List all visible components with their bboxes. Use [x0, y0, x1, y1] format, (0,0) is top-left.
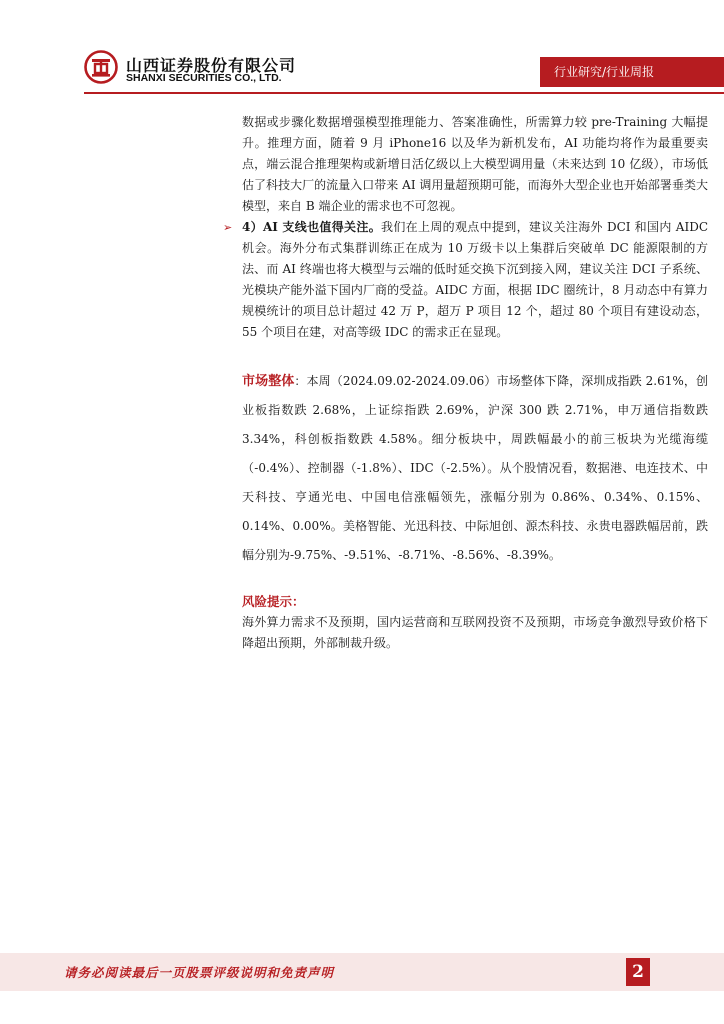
page-header	[0, 0, 724, 110]
footer-disclaimer: 请务必阅读最后一页股票评级说明和免责声明	[64, 965, 335, 980]
company-name-cn: 山西证券股份有限公司	[126, 56, 297, 75]
arrow-bullet-icon: ➢	[223, 221, 233, 234]
bullet-ai-branch-text: 我们在上周的观点中提到，建议关注海外 DCI 和国内 AIDC 机会。海外分布式集群训练正在成为 10 万级卡以上集群后突破单 DC 能源限制的方法、而 AI 终端也将大模型与云端的低时延交换下沉到接入网，建议关注 DCI 子系统、光模块产能外溢下国内厂商的受益。AIDC 方面，根据 IDC 圈统计，8 月动态中有算力规模统计的项目总计超过 42 万 P，超万 P 项目 12 个，超过 80 个项目有建设动态，55 个项目在建，对高等级 IDC 的需求正在显现。	[242, 220, 709, 339]
risk-warning-text: 海外算力需求不及预期，国内运营商和互联网投资不及预期，市场竞争激烈导致价格下降超出预期，外部制裁升级。	[242, 615, 708, 650]
bullet-ai-branch	[223, 217, 709, 343]
header-divider	[84, 92, 724, 94]
market-overview-heading: 市场整体	[242, 374, 295, 389]
bullet-ai-branch-title: 4）AI 支线也值得关注。	[242, 220, 382, 234]
page-footer	[0, 953, 724, 991]
company-logo-icon	[84, 50, 118, 84]
paragraph-compute-demand: 数据或步骤化数据增强模型推理能力、答案准确性，所需算力较 pre-Training 大幅提升。推理方面，随着 9 月 iPhone16 以及华为新机发布，AI 功能均将作为最重要卖点，端云混合推理架构或新增日活亿级以上大模型调用量（未来达到 10 亿级），市场低估了科技大厂的流量入口带来 AI 调用量超预期可能，而海外大型企业也开始部署垂类大模型，来自 B 端企业的需求也不可忽视。	[242, 115, 708, 213]
risk-warning-title: 风险提示：	[242, 594, 305, 609]
main-content	[223, 112, 709, 654]
page-number: 2	[626, 958, 650, 986]
report-type-label: 行业研究/行业周报	[540, 57, 724, 87]
market-overview-text: ：本周（2024.09.02-2024.09.06）市场整体下降，深圳成指跌 2.61%，创业板指数跌 2.68%，上证综指跌 2.69%，沪深 300 跌 2.71%，申万通信指数跌 3.34%，科创板指数跌 4.58%。细分板块中，周跌幅最小的前三板块为光缆海缆（-0.4%）、控制器（-1.8%）、IDC（-2.5%）。从个股情况看，数据港、电连技术、中天科技、亨通光电、中国电信涨幅领先，涨幅分别为 0.86%、0.34%、0.15%、0.14%、0.00%。美格智能、光迅科技、中际旭创、源杰科技、永贵电器跌幅居前，跌幅分别为-9.75%、-9.51%、-8.71%、-8.56%、-8.39%。	[242, 374, 708, 562]
market-overview	[242, 367, 708, 570]
company-name-en: SHANXI SECURITIES CO., LTD.	[126, 72, 282, 84]
